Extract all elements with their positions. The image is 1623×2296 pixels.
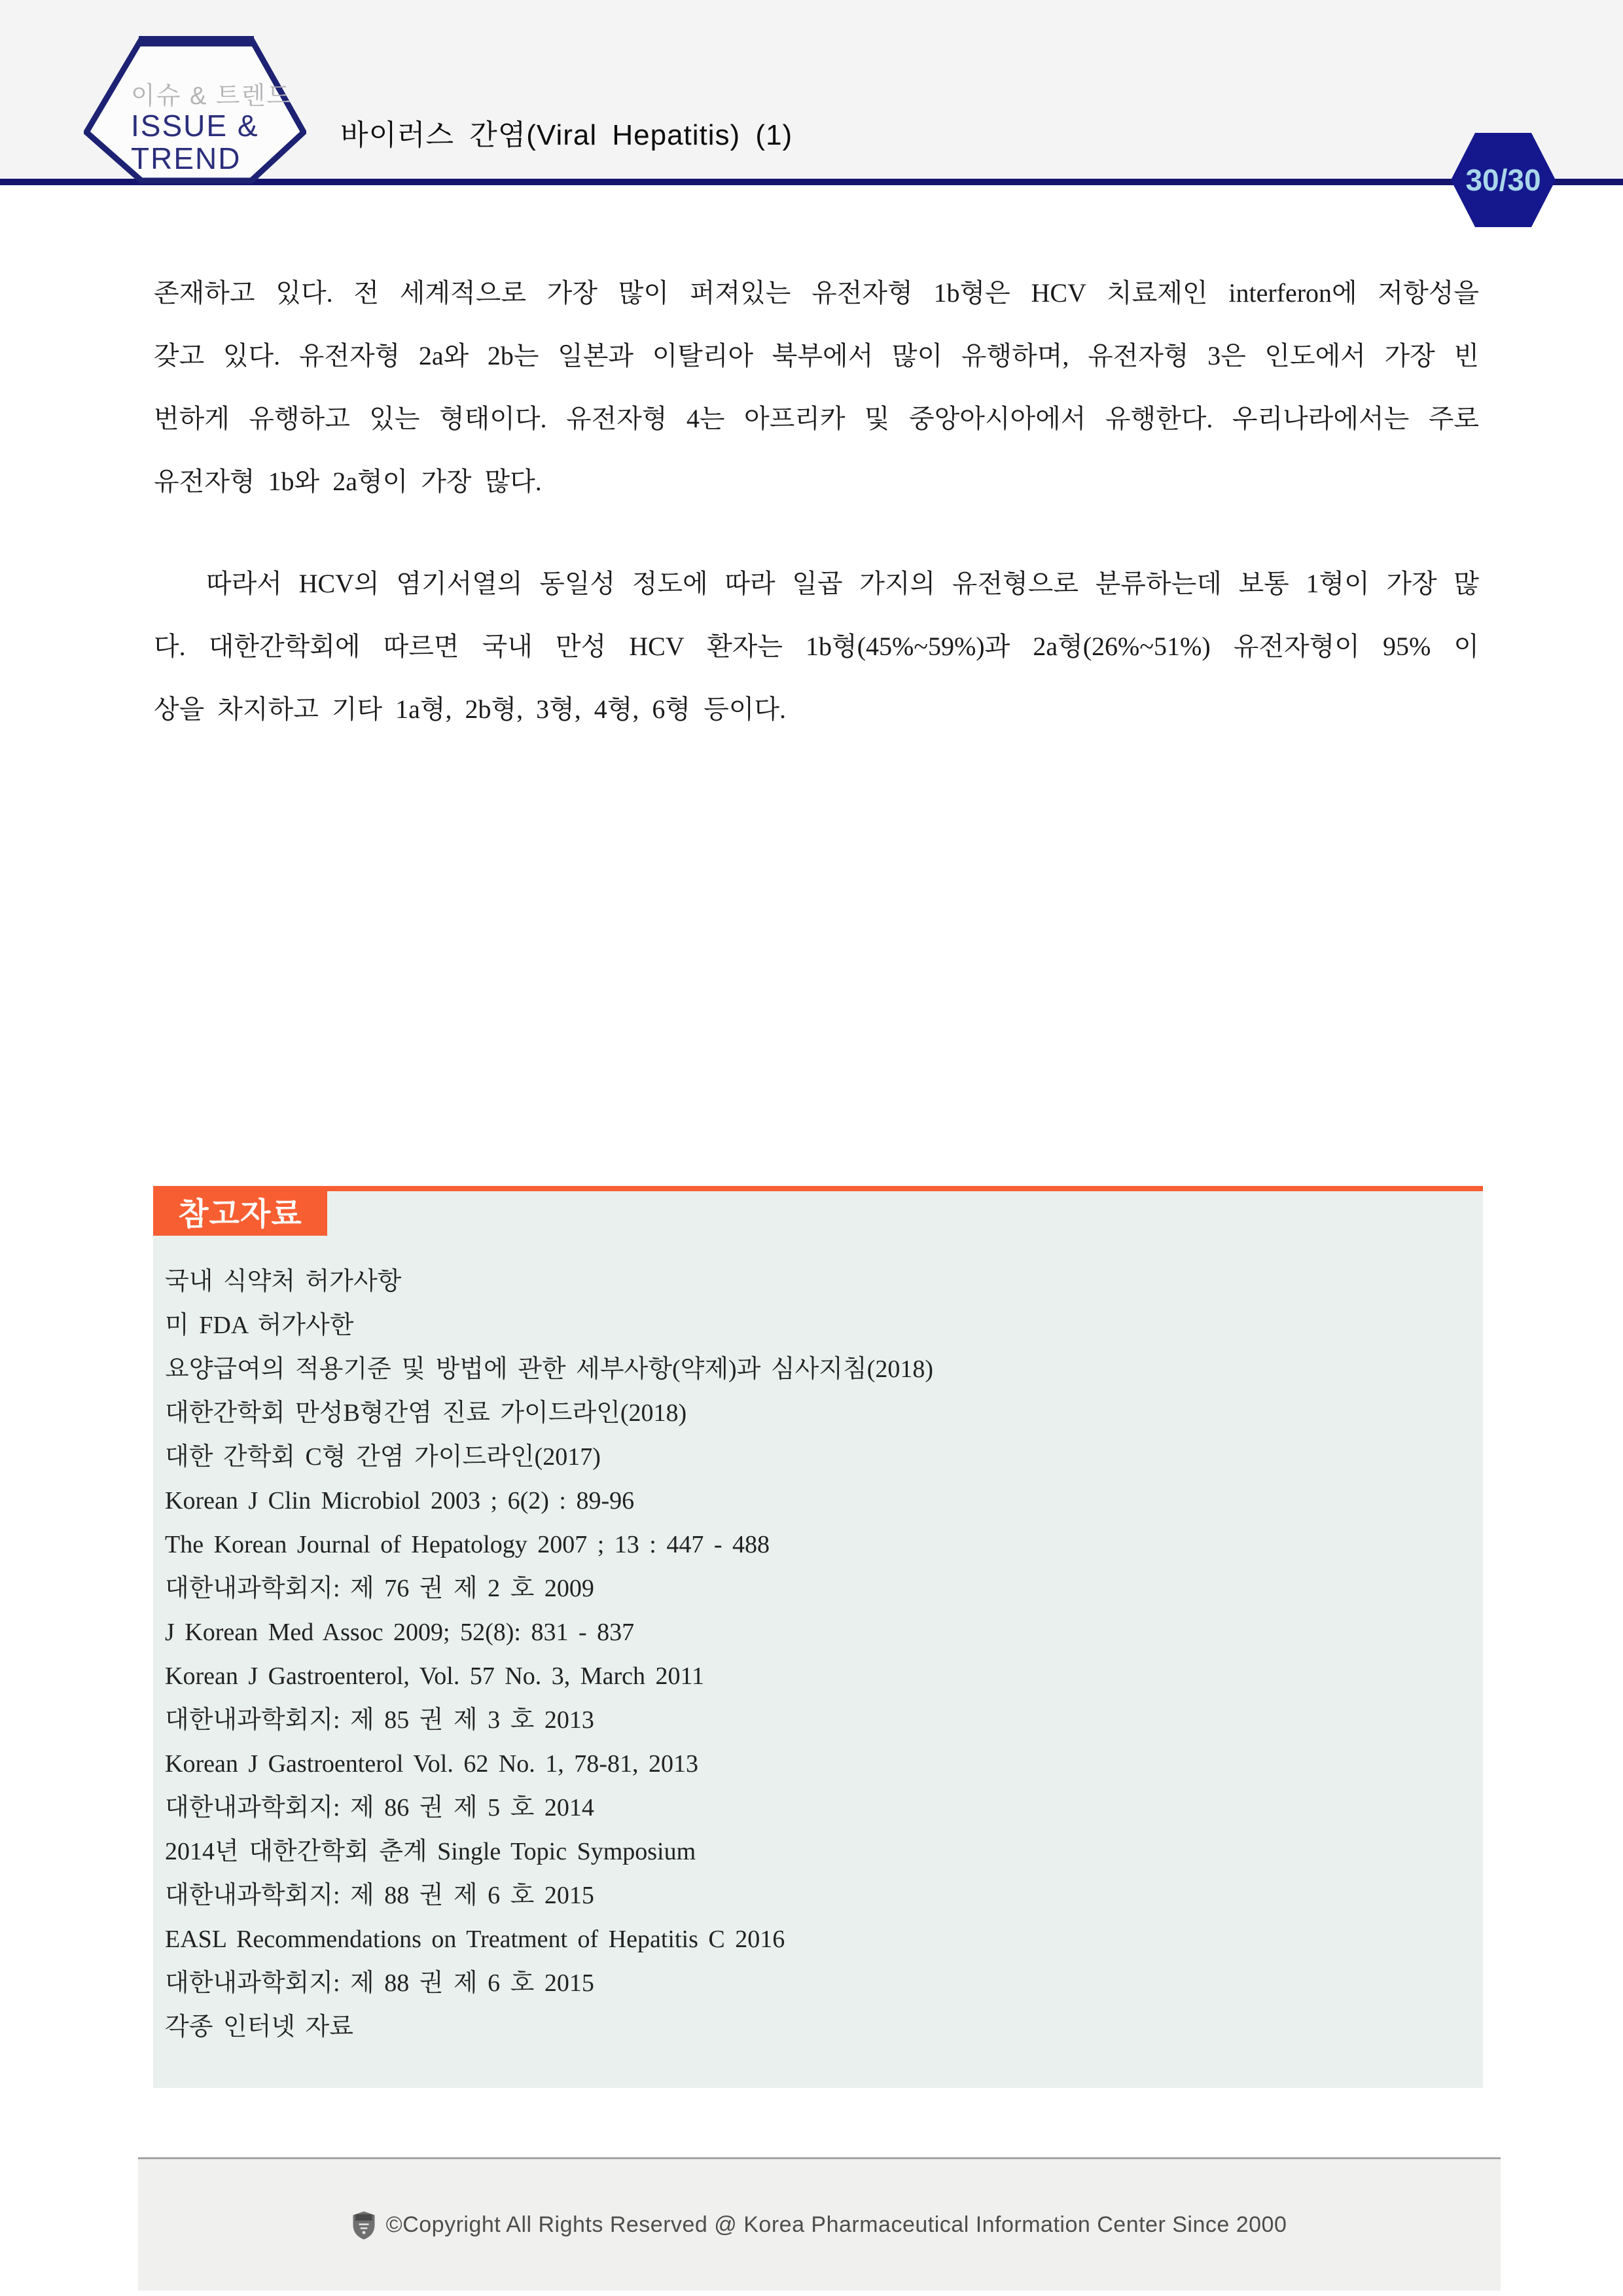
reference-item: 요양급여의 적용기준 및 방법에 관한 세부사항(약제)과 심사지침(2018) <box>165 1355 934 1383</box>
logo-korean-label: 이슈 & 트렌드 <box>131 82 293 110</box>
body-text-line: 존재하고 있다. 전 세계적으로 가장 많이 퍼져있는 유전자형 1b형은 HCV 치료제인 interferon에 저항성을 <box>154 278 1479 308</box>
reference-item: Korean J Gastroenterol Vol. 62 No. 1, 78-81, 2013 <box>165 1750 698 1778</box>
body-text-line: 번하게 유행하고 있는 형태이다. 유전자형 4는 아프리카 및 중앙아시아에서 유행한다. 우리나라에서는 주로 <box>154 404 1479 433</box>
reference-item: 대한내과학회지: 제 86 권 제 5 호 2014 <box>165 1794 594 1821</box>
reference-item: EASL Recommendations on Treatment of Hepatitis C 2016 <box>165 1926 785 1953</box>
logo-issue-label: ISSUE & <box>131 109 259 143</box>
references-top-rule <box>153 1186 1483 1191</box>
logo-trend-label: TREND <box>131 141 241 175</box>
reference-item: J Korean Med Assoc 2009; 52(8): 831 - 837 <box>165 1619 635 1646</box>
reference-item: 대한내과학회지: 제 88 권 제 6 호 2015 <box>165 1882 594 1909</box>
body-text-line: 다. 대한간학회에 따르면 국내 만성 HCV 환자는 1b형(45%~59%)과 2a형(26%~51%) 유전자형이 95% 이 <box>154 632 1479 661</box>
reference-item: 대한내과학회지: 제 76 권 제 2 호 2009 <box>165 1575 594 1602</box>
page-number-badge <box>1451 133 1556 227</box>
body-paragraphs <box>154 262 1479 780</box>
page-number: 30/30 <box>1465 163 1541 197</box>
paragraph <box>154 262 1479 513</box>
footer-bar <box>138 2157 1501 2291</box>
body-text-line: 갖고 있다. 유전자형 2a와 2b는 일본과 이탈리아 북부에서 많이 유행하며, 유전자형 3은 인도에서 가장 빈 <box>154 341 1479 370</box>
body-text-line: 유전자형 1b와 2a형이 가장 많다. <box>154 467 542 496</box>
reference-item: The Korean Journal of Hepatology 2007 ; 13 : 447 - 488 <box>165 1531 770 1558</box>
reference-item: 대한 간학회 C형 간염 가이드라인(2017) <box>165 1443 601 1471</box>
reference-item: 국내 식약처 허가사항 <box>165 1268 402 1295</box>
reference-item: 미 FDA 허가사한 <box>165 1312 354 1339</box>
body-text-line: 상을 차지하고 기타 1a형, 2b형, 3형, 4형, 6형 등이다. <box>154 694 786 724</box>
references-label: 참고자료 <box>153 1186 327 1236</box>
kpic-shield-icon <box>352 2210 376 2240</box>
reference-item: 각종 인터넷 자료 <box>165 2013 353 2041</box>
paragraph <box>154 552 1479 741</box>
reference-item: Korean J Gastroenterol, Vol. 57 No. 3, March 2011 <box>165 1662 705 1690</box>
page-title: 바이러스 간염(Viral Hepatitis) (1) <box>340 119 793 151</box>
body-text-line: 따라서 HCV의 염기서열의 동일성 정도에 따라 일곱 가지의 유전형으로 분류하는데 보통 1형이 가장 많 <box>206 569 1479 598</box>
copyright-text: ©Copyright All Rights Reserved @ Korea Pharmaceutical Information Center Since 2000 <box>385 2212 1287 2237</box>
references-section <box>153 1186 1483 2088</box>
reference-item: 대한간학회 만성B형간염 진료 가이드라인(2018) <box>165 1399 687 1427</box>
reference-item: 2014년 대한간학회 춘계 Single Topic Symposium <box>165 1838 696 1865</box>
reference-list <box>165 1260 1467 2049</box>
reference-item: 대한내과학회지: 제 88 권 제 6 호 2015 <box>165 1969 594 1997</box>
issue-trend-logo <box>84 36 306 184</box>
reference-item: 대한내과학회지: 제 85 권 제 3 호 2013 <box>165 1706 594 1734</box>
reference-item: Korean J Clin Microbiol 2003 ; 6(2) : 89-96 <box>165 1487 635 1515</box>
